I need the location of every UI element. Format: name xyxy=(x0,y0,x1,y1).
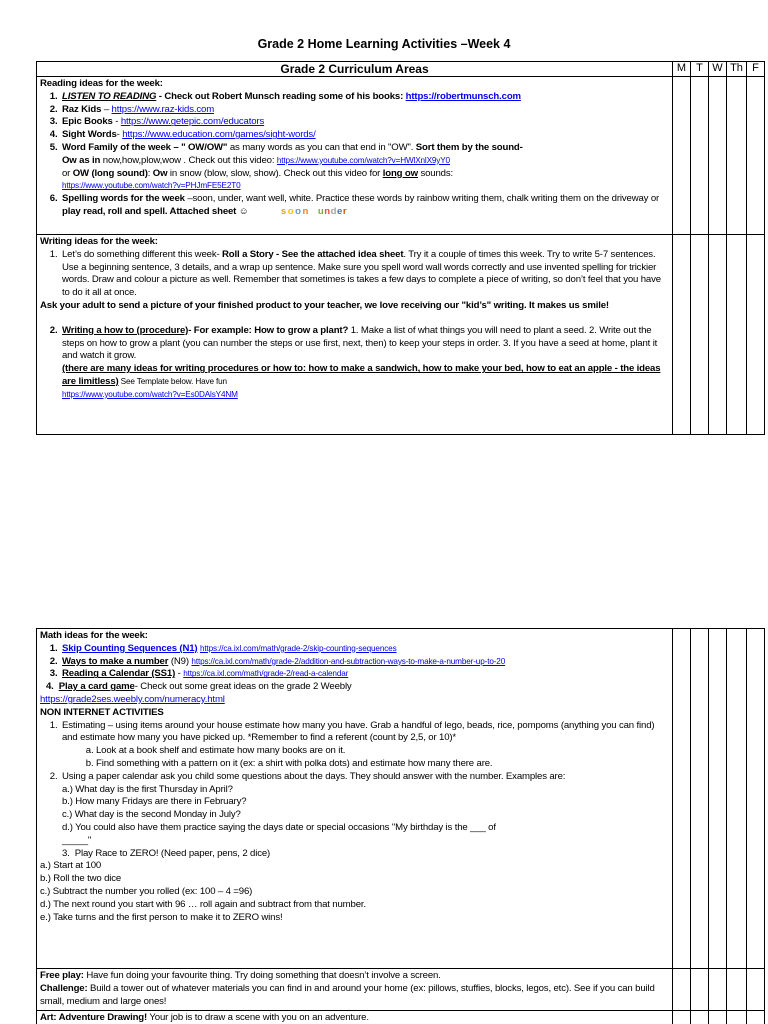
list-item: 1. Estimating – using items around your house estimate how many you have. Grab a handful of lego, beads, rice, pompoms (anything you can find) and estimate how many you have picked up. *Remember to find a referent (count by 2,5, or 10)* a. Look at a book shelf and estimate how many books are on it. b. Find something with a pattern on it (ex: a shirt with polka dots) and estimate how many there are. xyxy=(60,720,669,771)
rainbow-letter: o xyxy=(287,205,296,217)
day-check-cell[interactable] xyxy=(691,1011,709,1024)
list-item: 3. Reading a Calendar (SS1) - https://ca.ixl.com/math/grade-2/read-a-calendar xyxy=(60,668,669,681)
list-item: 1. Skip Counting Sequences (N1) https://ca.ixl.com/math/grade-2/skip-counting-sequences xyxy=(60,643,669,656)
card-game-item: 4. Play a card game- Check out some great ideas on the grade 2 Weebly xyxy=(46,681,352,693)
writing-cell xyxy=(37,235,673,435)
math-heading: Math ideas for the week: xyxy=(40,630,148,641)
list-item: 2. Writing a how to (procedure)- For example: How to grow a plant? 1. Make a list of what things you will need to plant a seed. 2. Write out the steps on how to grow a plant (you can number the steps or use first, next, then) to keep your steps in order. 3. If you have a seed at home, plant it and watch it grow. (there are many ideas for writing procedures or how to: how to make a sandwich, how to make your bed, how to eat an apple - the ideas are limitless) See Template below. Have fun https://www.youtube.com/watch?v=Es0DAlsY4NM xyxy=(60,325,669,402)
ways-to-make-number-link[interactable]: https://ca.ixl.com/math/grade-2/addition-and-subtraction-ways-to-make-a-number-up-to-20 xyxy=(191,656,506,666)
day-check-cell[interactable] xyxy=(727,235,747,435)
day-header-monday: M xyxy=(673,62,691,77)
list-item: 4. Sight Words- https://www.education.com/games/sight-words/ xyxy=(60,129,669,142)
rainbow-letter: n xyxy=(302,205,310,217)
ow-video-link[interactable]: https://www.youtube.com/watch?v=HWlXnlX9yY0 xyxy=(276,155,450,165)
day-check-cell[interactable] xyxy=(727,1011,747,1024)
day-check-cell[interactable] xyxy=(673,629,691,969)
race-to-zero-item: 3. Play Race to ZERO! (Need paper, pens, 2 dice) xyxy=(62,847,271,859)
math-row xyxy=(37,629,765,969)
non-internet-list xyxy=(40,720,669,848)
day-check-cell[interactable] xyxy=(747,1011,765,1024)
rainbow-letter: e xyxy=(337,205,343,217)
day-check-cell[interactable] xyxy=(747,969,765,1011)
day-header-tuesday: T xyxy=(691,62,709,77)
list-item: 6. Spelling words for the week –soon, under, want well, white. Practice these words by rainbow writing them, chalk writing them on the driveway or play read, roll and spell. Attached sheet ☺ soon under xyxy=(60,193,669,219)
non-internet-heading: NON INTERNET ACTIVITIES xyxy=(40,706,164,718)
rainbow-letter: s xyxy=(280,205,288,217)
day-check-cell[interactable] xyxy=(747,235,765,435)
day-check-cell[interactable] xyxy=(691,629,709,969)
list-item: b. Find something with a pattern on it (ex: a shirt with polka dots) and estimate how many there are. xyxy=(96,758,669,771)
table-header-row xyxy=(37,62,765,77)
raz-kids-link[interactable]: https://www.raz-kids.com xyxy=(111,103,215,115)
day-check-cell[interactable] xyxy=(673,77,691,235)
art-row xyxy=(37,1011,765,1024)
writing-list-2 xyxy=(40,325,669,402)
list-item: 5. Word Family of the week – " OW/OW" as many words as you can that end in "OW". Sort them by the sound- Ow as in now,how,plow,wow . Check out this video: https://www.youtube.com/watch?v=HWlXnlX9yY0 or OW (long sound): Ow in snow (blow, slow, show). Check out this video for long ow sounds: https://www.youtube.com/watch?v=PHJmFE5E2T0 xyxy=(60,142,669,193)
free-play-text: Free play: Have fun doing your favourite thing. Try doing something that doesn’t involve a screen. xyxy=(40,970,441,981)
reading-list xyxy=(40,91,669,219)
day-check-cell[interactable] xyxy=(691,235,709,435)
day-check-cell[interactable] xyxy=(709,1011,727,1024)
weebly-numeracy-link[interactable]: https://grade2ses.weebly.com/numeracy.html xyxy=(40,693,225,705)
writing-heading: Writing ideas for the week: xyxy=(40,236,158,247)
rainbow-word-under xyxy=(318,206,347,217)
rainbow-letter: n xyxy=(324,205,331,217)
long-ow-video-link[interactable]: https://www.youtube.com/watch?v=PHJmFE5E2T0 xyxy=(62,181,241,191)
writing-list-1 xyxy=(40,249,669,300)
list-item: 2. Raz Kids – https://www.raz-kids.com xyxy=(60,104,669,117)
free-play-row xyxy=(37,969,765,1011)
rainbow-word-soon xyxy=(281,206,310,217)
reading-heading: Reading ideas for the week: xyxy=(40,78,163,89)
list-item: a. Look at a book shelf and estimate how many books are on it. xyxy=(96,745,669,758)
list-item: 2. Ways to make a number (N9) https://ca.ixl.com/math/grade-2/addition-and-subtraction-ways-to-make-a-number-up-to-20 xyxy=(60,656,669,669)
day-check-cell[interactable] xyxy=(709,629,727,969)
day-check-cell[interactable] xyxy=(747,629,765,969)
epic-books-link[interactable]: https://www.getepic.com/educators xyxy=(120,116,265,128)
day-check-cell[interactable] xyxy=(673,235,691,435)
day-check-cell[interactable] xyxy=(727,629,747,969)
calendar-link[interactable]: https://ca.ixl.com/math/grade-2/read-a-calendar xyxy=(183,669,349,679)
day-check-cell[interactable] xyxy=(673,1011,691,1024)
curriculum-table-week xyxy=(36,61,765,435)
list-item: 2. Using a paper calendar ask you child some questions about the days. They should answer with the number. Examples are: a.) What day is the first Thursday in April? b.) How many Fridays are there in February? c.) What day is the second Monday in July? d.) You could also have them practice saying the days date or special occasions "My birthday is the ___ of _____" xyxy=(60,771,669,848)
rainbow-letter: o xyxy=(295,205,303,217)
day-check-cell[interactable] xyxy=(673,969,691,1011)
day-check-cell[interactable] xyxy=(727,77,747,235)
list-item: 1. LISTEN TO READING - Check out Robert Munsch reading some of his books: https://robertmunsch.com xyxy=(60,91,669,104)
procedure-video-link[interactable]: https://www.youtube.com/watch?v=Es0DAlsY4NM xyxy=(62,389,238,399)
reading-row xyxy=(37,77,765,235)
rainbow-letter: r xyxy=(342,205,348,217)
sight-words-link[interactable]: https://www.education.com/games/sight-words/ xyxy=(122,129,316,141)
art-cell: Art: Adventure Drawing! Your job is to draw a scene with you on an adventure. xyxy=(37,1011,673,1024)
day-header-thursday: Th xyxy=(727,62,747,77)
list-item: 1. Let’s do something different this week- Roll a Story - See the attached idea sheet. Try it a couple of times this week. Try to write 5-7 sentences. Use a beginning sentence, 3 details, and a wrap up sentence. Make sure you spell word wall words correctly and use invented spelling for trickier words. Draw and colour a picture as well. Remember that sometimes is takes a few days to complete a piece of writing, so don’t feel that you have to do it all at once. xyxy=(60,249,669,300)
day-check-cell[interactable] xyxy=(691,77,709,235)
list-item: 3. Epic Books - https://www.getepic.com/educators xyxy=(60,116,669,129)
day-check-cell[interactable] xyxy=(691,969,709,1011)
curriculum-areas-header: Grade 2 Curriculum Areas xyxy=(37,62,673,77)
free-play-cell xyxy=(37,969,673,1011)
rainbow-letter: u xyxy=(317,205,325,217)
day-check-cell[interactable] xyxy=(709,969,727,1011)
skip-counting-link[interactable]: https://ca.ixl.com/math/grade-2/skip-counting-sequences xyxy=(199,643,397,653)
ask-adult-note: Ask your adult to send a picture of your finished product to your teacher, we love receiving our "kid’s" writing. It makes us smile! xyxy=(40,299,609,311)
day-check-cell[interactable] xyxy=(727,969,747,1011)
day-check-cell[interactable] xyxy=(709,235,727,435)
reading-cell xyxy=(37,77,673,235)
curriculum-table-continued xyxy=(36,628,765,1024)
day-check-cell[interactable] xyxy=(709,77,727,235)
day-check-cell[interactable] xyxy=(747,77,765,235)
page-title: Grade 2 Home Learning Activities –Week 4 xyxy=(257,37,511,51)
day-header-friday: F xyxy=(747,62,765,77)
rainbow-letter: d xyxy=(330,205,337,217)
day-header-wednesday: W xyxy=(709,62,727,77)
math-cell xyxy=(37,629,673,969)
estimating-sublist xyxy=(62,745,669,771)
challenge-text: Challenge: Build a tower out of whatever materials you can find in and around your home (ex: pillows, stuffies, blocks, legos, etc). See if you can build small, medium and large ones! xyxy=(40,982,655,1007)
race-steps: a.) Start at 100 b.) Roll the two dice c.) Subtract the number you rolled (ex: 100 – 4 =96) d.) The next round you start with 96 … roll again and subtract from that number. e.) Take turns and the first person to make it to ZERO wins! xyxy=(40,860,366,923)
math-online-list xyxy=(40,643,669,681)
robert-munsch-link[interactable]: https://robertmunsch.com xyxy=(405,90,521,102)
writing-row xyxy=(37,235,765,435)
